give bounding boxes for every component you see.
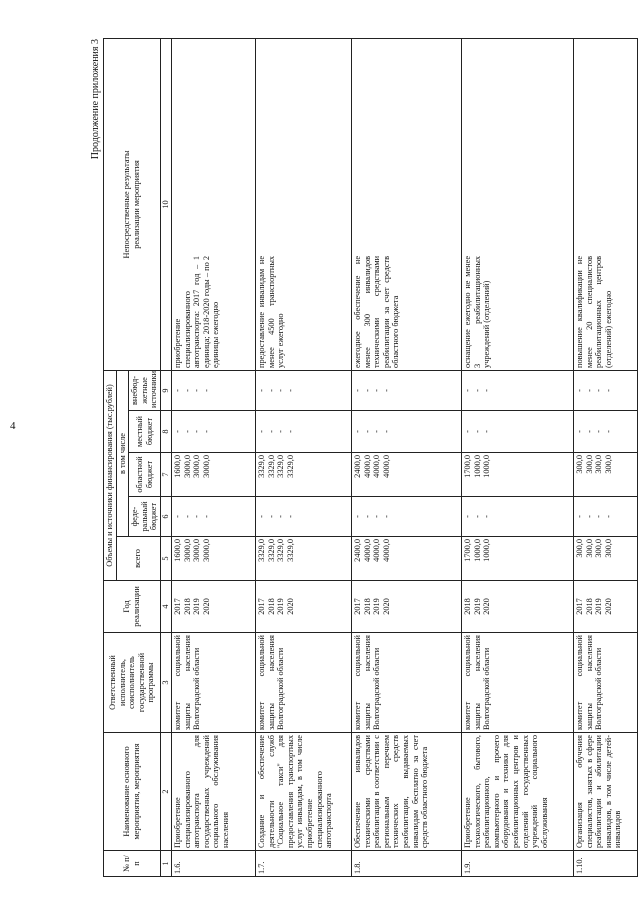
row-regional: 1600,0 3000,0 3000,0 3000,0 — [171, 453, 255, 497]
row-years: 2017 2018 2019 2020 — [573, 581, 637, 633]
row-extra: - - - - — [573, 370, 637, 410]
row-extra: - - - - — [171, 370, 255, 410]
row-total: 1600,0 3000,0 3000,0 3000,0 — [171, 537, 255, 581]
col-number: 5 — [160, 537, 171, 581]
col-number: 10 — [160, 38, 171, 370]
table-row — [351, 38, 461, 876]
row-federal: - - - - — [573, 497, 637, 537]
row-regional: 1700,0 1000,0 1000,0 — [461, 453, 573, 497]
row-executor: комитет социальной защиты населения Волгоградской области — [171, 633, 255, 733]
row-name: Обеспечение инвалидов техническими средствами реабилитации в соответствии с региональным перечнем технических средств реабилитации, выдаваемых инвалидам бесплатно за счет средств областного бюджета — [351, 733, 461, 851]
row-total: 1700,0 1000,0 1000,0 — [461, 537, 573, 581]
row-local: - - - - — [171, 411, 255, 453]
row-years: 2018 2019 2020 — [461, 581, 573, 633]
header-extra: внебюд-жетные источники — [129, 370, 161, 410]
row-result: предоставление инвалидам не менее 4500 транспортных услуг ежегодно — [255, 38, 351, 370]
row-name: Организация обучения специалистов, занятых в сфере реабилитации и абилитации инвалидов, в том числе детей-инвалидов — [573, 733, 637, 851]
header-name: Наименование основного мероприятия, мероприятия — [104, 733, 161, 851]
table-row — [255, 38, 351, 876]
row-extra: - - - - — [351, 370, 461, 410]
header-regional: областной бюджет — [129, 453, 161, 497]
row-name: Приобретение технологического, бытового, реабилитационного, компьютерного и прочего оборудования и техники для реабилитационных центров и отделений государственных учреждений социального обслуживания — [461, 733, 573, 851]
row-local: - - - - — [255, 411, 351, 453]
row-years: 2017 2018 2019 2020 — [351, 581, 461, 633]
header-total: всего — [116, 537, 160, 581]
row-local: - - - - — [573, 411, 637, 453]
row-executor: комитет социальной защиты населения Волгоградской области — [351, 633, 461, 733]
row-number: 1.6. — [171, 851, 255, 877]
row-federal: - - - — [461, 497, 573, 537]
row-regional: 3329,0 3329,0 3329,0 3329,0 — [255, 453, 351, 497]
col-number: 7 — [160, 453, 171, 497]
header-year: Год реализации — [104, 581, 161, 633]
row-extra: - - - - — [255, 370, 351, 410]
header-including: в том числе — [116, 370, 129, 536]
page-number: 4 — [10, 420, 16, 432]
row-executor: комитет социальной защиты населения Волгоградской области — [255, 633, 351, 733]
col-number: 2 — [160, 733, 171, 851]
col-number: 8 — [160, 411, 171, 453]
row-total: 3329,0 3329,0 3329,0 3329,0 — [255, 537, 351, 581]
row-years: 2017 2018 2019 2020 — [255, 581, 351, 633]
row-extra: - - - — [461, 370, 573, 410]
row-result: повышение квалификации не менее 20 специалистов реабилитационных центров (отделений) ежегодно — [573, 38, 637, 370]
continuation-label: Продолжение приложения 3 — [90, 39, 101, 160]
table-row — [573, 38, 637, 876]
program-table — [103, 38, 638, 877]
row-result: оснащение ежегодно не менее 3 реабилитационных учреждений (отделений) — [461, 38, 573, 370]
row-number: 1.7. — [255, 851, 351, 877]
row-federal: - - - - — [171, 497, 255, 537]
row-result: приобретение специализированного автотранспорта: 2017 год – 1 единица; 2018-2020 годы – по 2 единицы ежегодно — [171, 38, 255, 370]
row-executor: комитет социальной защиты населения Волгоградской области — [461, 633, 573, 733]
col-number: 4 — [160, 581, 171, 633]
row-years: 2017 2018 2019 2020 — [171, 581, 255, 633]
row-result: ежегодное обеспечение не менее 300 инвалидов техническими средствами реабилитации за счет средств областного бюджета — [351, 38, 461, 370]
row-total: 2400,0 4000,0 4000,0 4000,0 — [351, 537, 461, 581]
row-number: 1.9. — [461, 851, 573, 877]
header-no: № п/п — [104, 851, 161, 877]
row-total: 300,0 300,0 300,0 300,0 — [573, 537, 637, 581]
header-funding: Объемы и источники финансирования (тыс.рублей) — [104, 370, 117, 580]
row-local: - - - — [461, 411, 573, 453]
table-row — [171, 38, 255, 876]
header-executor: Ответственный исполнитель, соисполнитель государственной программы — [104, 633, 161, 733]
col-number: 1 — [160, 851, 171, 877]
row-regional: 2400,0 4000,0 4000,0 4000,0 — [351, 453, 461, 497]
row-name: Приобретение специализированного автотранспорта для государственных учреждений социального обслуживания населения — [171, 733, 255, 851]
col-number: 3 — [160, 633, 171, 733]
col-number: 6 — [160, 497, 171, 537]
row-local: - - - - — [351, 411, 461, 453]
row-name: Создание и обеспечение деятельности служб "Социальное такси" для предоставления транспортных услуг инвалидам, в том числе приобретение специализированного автотранспорта — [255, 733, 351, 851]
table-row — [461, 38, 573, 876]
row-federal: - - - - — [255, 497, 351, 537]
row-number: 1.8. — [351, 851, 461, 877]
col-number: 9 — [160, 370, 171, 410]
header-results: Непосредственные результаты реализации мероприятия — [104, 38, 161, 370]
row-number: 1.10. — [573, 851, 637, 877]
row-executor: комитет социальной защиты населения Волгоградской области — [573, 633, 637, 733]
column-numbers-row — [160, 38, 171, 876]
header-federal: феде-ральный бюджет — [129, 497, 161, 537]
header-local: местный бюджет — [129, 411, 161, 453]
rotated-table-page — [90, 37, 635, 877]
row-federal: - - - - — [351, 497, 461, 537]
row-regional: 300,0 300,0 300,0 300,0 — [573, 453, 637, 497]
